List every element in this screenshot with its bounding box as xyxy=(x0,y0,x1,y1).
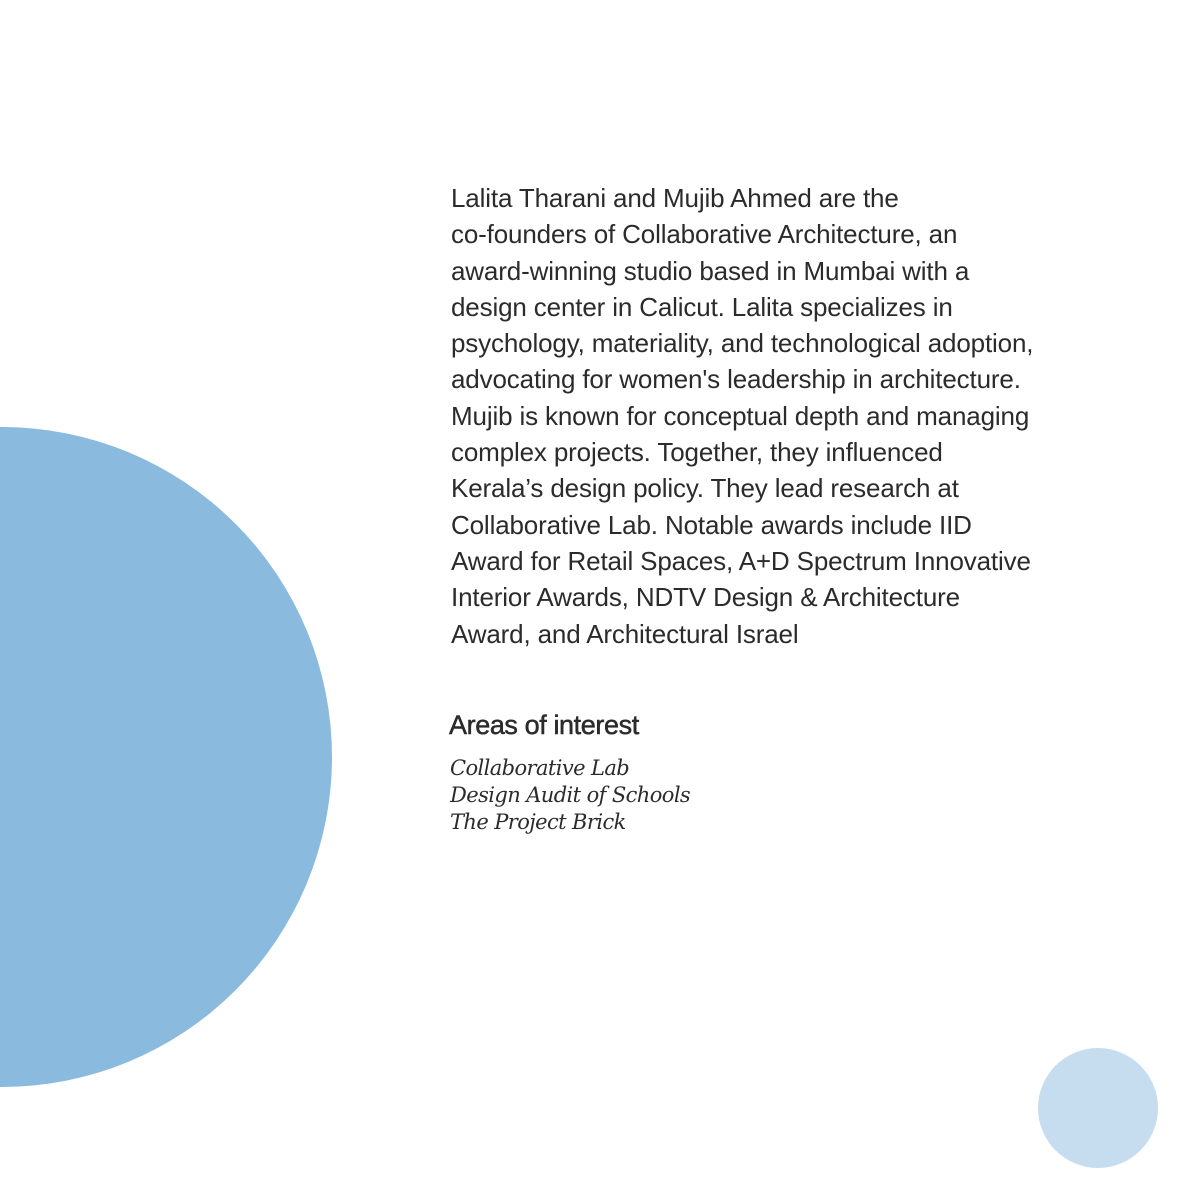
decorative-small-circle xyxy=(1038,1048,1158,1168)
bio-line: Lalita Tharani and Mujib Ahmed are the xyxy=(451,183,899,213)
decorative-large-circle xyxy=(0,427,332,1087)
bio-line: Award, and Architectural Israel xyxy=(451,618,799,649)
bio-line: Collaborative Lab. Notable awards include IID xyxy=(451,509,972,540)
bio-line: advocating for women's leadership in architecture. xyxy=(451,364,1021,395)
areas-of-interest-heading: Areas of interest xyxy=(449,710,639,740)
bio-line: Interior Awards, NDTV Design & Architecture xyxy=(451,582,960,613)
founders-bio xyxy=(451,180,1101,652)
bio-line: co-founders of Collaborative Architecture, an xyxy=(451,219,958,250)
bio-line: design center in Calicut. Lalita specializes in xyxy=(451,291,953,322)
bio-line: psychology, materiality, and technological adoption, xyxy=(451,328,1034,359)
areas-of-interest-list xyxy=(450,755,690,836)
area-item: Design Audit of Schools xyxy=(450,783,691,807)
bio-line: Kerala’s design policy. They lead research at xyxy=(451,473,959,504)
bio-line: Award for Retail Spaces, A+D Spectrum Innovative xyxy=(451,545,1031,576)
bio-line: complex projects. Together, they influenced xyxy=(451,437,943,468)
bio-line: Mujib is known for conceptual depth and managing xyxy=(451,400,1030,431)
area-item: Collaborative Lab xyxy=(450,756,630,780)
bio-line: award-winning studio based in Mumbai with a xyxy=(451,255,970,286)
area-item: The Project Brick xyxy=(450,810,626,834)
